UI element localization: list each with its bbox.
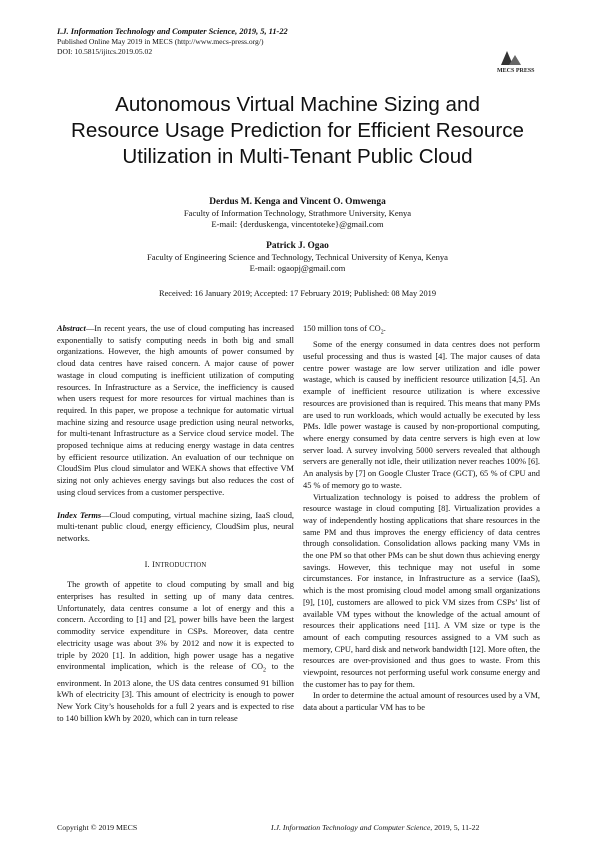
abstract-label: Abstract (57, 324, 86, 333)
doi: DOI: 10.5815/ijitcs.2019.05.02 (57, 47, 153, 56)
index-terms-label: Index Terms (57, 510, 102, 520)
index-terms (57, 510, 294, 545)
intro-paragraph: The growth of appetite to cloud computing by small and big enterprises has resulted in setting up of many data centres. Unfortunately, data centres consume a lot of energy and this a concern. According to [1] and [2], power bills have been the largest commodity service expenditure in CSPs. Moreover, data centre electricity usage was about 3% by 2012 and now it is expected to triple by 2020 [1]. In addition, high power usage has a negative environmental implication, which is the release of $CO_2$ to the environment. In 2013 alone, the US data centres consumed 91 billion kWh of electricity [3]. This amount of electricity is enough to power New York City’s households for a full 2 years and is expected to rise to 140 billion kWh by 2020, which can in turn release (57, 580, 294, 723)
paper-title (40, 92, 555, 170)
journal-citation: I.J. Information Technology and Computer Science, 2019, 5, 11-22 (57, 27, 288, 36)
author-block-1 (40, 197, 555, 230)
author-names: Patrick J. Ogao (266, 241, 329, 251)
author-email: E-mail: {derduskenga, vincentoteke}@gmail.com (211, 219, 384, 229)
paragraph: Some of the energy consumed in data centres does not perform useful processing and thus is wasted [4]. The major causes of data centre power wastage are low server utilization and idle power wastage, which is caused by inefficient resource utilization [4,5]. An example of inefficient resource utilization is where excessive resources are provisioned than is required. This means that many PMs are used to run workloads, which would actually be executed by less PMs. Idle power wastage is caused by non-proportional computing, where energy consumed by data centre servers is high even at low server load. A survey involving 5000 servers revealed that although servers are generally not idle, their utilization never reaches 100% [6]. An analysis by [7] on Google Cluster Trace (GCT), 65 % of CPU and 45 % of memory go to waste. (303, 340, 540, 490)
journal-header (57, 27, 288, 57)
title-line: Autonomous Virtual Machine Sizing and (115, 93, 480, 116)
publisher-logo (497, 45, 541, 75)
author-affiliation: Faculty of Engineering Science and Technology, Technical University of Kenya, Kenya (147, 252, 448, 262)
abstract (57, 323, 294, 499)
author-affiliation: Faculty of Information Technology, Strathmore University, Kenya (183, 208, 412, 218)
footer-copyright: Copyright © 2019 MECS (57, 823, 138, 832)
svg-text:MECS PRESS: MECS PRESS (497, 68, 535, 74)
received-dates: Received: 16 January 2019; Accepted: 17 February 2019; Published: 08 May 2019 (158, 289, 437, 298)
paragraph-continuation: 150 million tons of $CO_2$. (303, 324, 386, 336)
title-line: Resource Usage Prediction for Efficient Resource (71, 119, 524, 142)
author-email: E-mail: ogaopj@gmail.com (249, 263, 346, 273)
paragraph: Virtualization technology is poised to address the problem of resource wastage in cloud computing [8]. Virtualization provides a way of independently hosting applications that share resources in the same PM and thus improves the energy efficiency of data centres through consolidation. Consolidation allows packing many VMs in the one PM so that other PMs can be shut down thus achieving energy savings. However, this technique may not useful in some circumstances. For instance, in Infrastructure as a service (IaaS), which is the most promising cloud model among small organizations [9], [10], customers are allowed to pick VM sizes from CSPs’ list of available VM types without the knowledge of the actual amount of resources their applications need [11]. A VM size or type is the amount of each computing resources assigned to a VM such as memory, CPU, hard disk and network bandwidth [12]. More often, the resources are over-provisioned and thus goes to waste. From this viewpoint, resources not performing useful work consume energy and the customer has to pay for them. (303, 492, 540, 689)
author-names: Derdus M. Kenga and Vincent O. Omwenga (209, 197, 386, 207)
left-column (57, 323, 294, 724)
right-column (303, 323, 540, 714)
publication-info: Published Online May 2019 in MECS (http://www.mecs-press.org/) (57, 37, 264, 46)
index-terms-text: —Cloud computing, virtual machine sizing, IaaS cloud, multi-tenant public cloud, energy efficiency, CloudSim plus, neural networks. (57, 510, 294, 543)
section-heading: I. INTRODUCTION (144, 559, 207, 569)
title-line: Utilization in Multi-Tenant Public Cloud (122, 145, 473, 168)
abstract-text: —In recent years, the use of cloud computing has increased exponentially to satisfy computing needs in both big and small organizations. However, the high amounts of power consumed by cloud data centres have raised concern. A major cause of power wastage in cloud computing is inefficient utilization of computing resources. In Infrastructure as a Service, the inefficiency is caused when users request for more resources for virtual machines than is required. In this paper, we propose a technique for automatic virtual machine sizing and resource usage prediction using neural networks, for multi-tenant Infrastructure as a Service cloud service model. The proposed technique aims at reducing energy wastage in data centres by efficient resource utilization. An evaluation of our technique on CloudSim Plus cloud simulator and WEKA shows that effective VM sizing not only achieves energy savings but also reduces the cost of using cloud services from a customer perspective. (57, 324, 294, 497)
footer-citation: I.J. Information Technology and Computer Science, 2019, 5, 11-22 (271, 823, 480, 832)
author-block-2 (40, 241, 555, 274)
paragraph: In order to determine the actual amount of resources used by a VM, data about a particular VM has to be (303, 691, 540, 713)
